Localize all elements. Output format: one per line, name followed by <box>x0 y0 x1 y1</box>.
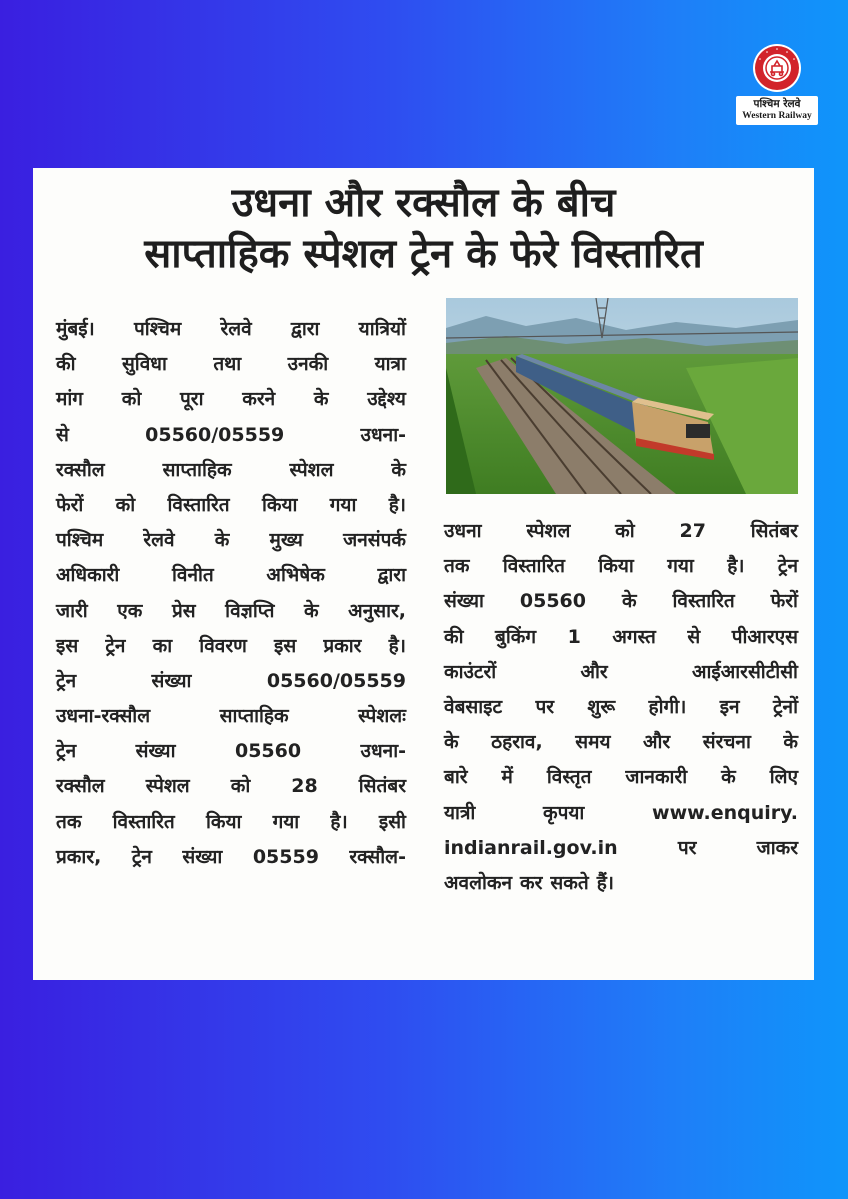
article-line: की सुविधा तथा उनकी यात्रा <box>56 353 406 376</box>
article-line: रक्सौल साप्ताहिक स्पेशल के <box>56 458 406 481</box>
article-line: रक्सौल स्पेशल को 28 सितंबर <box>56 775 406 798</box>
article-line: की बुकिंग 1 अगस्त से पीआरएस <box>444 625 798 648</box>
article-line: वेबसाइट पर शुरू होगी। इन ट्रेनों <box>444 695 798 718</box>
article-line: तक विस्तारित किया गया है। ट्रेन <box>444 555 798 578</box>
article-line: काउंटरों और आईआरसीटीसी <box>444 660 798 683</box>
dateline: मुंबई। <box>56 318 95 340</box>
article-line: यात्री कृपया www.enquiry. <box>444 801 798 824</box>
article-line: अवलोकन कर सकते हैं। <box>444 871 614 894</box>
article-line: के ठहराव, समय और संरचना के <box>444 731 798 754</box>
train-photo-illustration <box>446 298 798 494</box>
article-line: उधना स्पेशल को 27 सितंबर <box>444 520 798 542</box>
article-line: मुंबई। पश्चिम रेलवे द्वारा यात्रियों <box>56 312 406 347</box>
logo-label <box>736 96 818 125</box>
headline <box>33 178 814 280</box>
newspaper-clipping <box>33 168 814 980</box>
article-line: तक विस्तारित किया गया है। इसी <box>56 810 406 833</box>
logo-english-text: Western Railway <box>742 111 812 121</box>
headline-line-1: उधना और रक्सौल के बीच <box>231 180 616 226</box>
logo-hindi-text: पश्चिम रेलवे <box>753 98 801 110</box>
western-railway-logo <box>736 44 818 128</box>
article-line: indianrail.gov.in पर जाकर <box>444 836 798 859</box>
article-line: अधिकारी विनीत अभिषेक द्वारा <box>56 564 406 587</box>
train-photo <box>446 298 798 494</box>
article-line: से 05560/05559 उधना- <box>56 423 406 446</box>
article-line: फेरों को विस्तारित किया गया है। <box>56 493 406 516</box>
article-line: ट्रेन संख्या 05560 उधना- <box>56 740 406 763</box>
article-line: ट्रेन संख्या 05560/05559 <box>56 669 406 692</box>
article-line: संख्या 05560 के विस्तारित फेरों <box>444 590 798 613</box>
article-right-column <box>444 514 798 901</box>
article-line: जारी एक प्रेस विज्ञप्ति के अनुसार, <box>56 599 406 622</box>
article-left-column <box>56 312 406 875</box>
article-line: पश्चिम रेलवे के मुख्य जनसंपर्क <box>56 529 406 552</box>
indian-railways-emblem-icon <box>753 44 801 92</box>
headline-line-2: साप्ताहिक स्पेशल ट्रेन के फेरे विस्तारित <box>144 231 703 277</box>
article-line: मांग को पूरा करने के उद्देश्य <box>56 388 406 411</box>
article-line: प्रकार, ट्रेन संख्या 05559 रक्सौल- <box>56 845 406 868</box>
article-line: इस ट्रेन का विवरण इस प्रकार है। <box>56 634 406 657</box>
article-line: उधना-रक्सौल साप्ताहिक स्पेशलः <box>56 705 406 728</box>
article-line: बारे में विस्तृत जानकारी के लिए <box>444 766 798 789</box>
